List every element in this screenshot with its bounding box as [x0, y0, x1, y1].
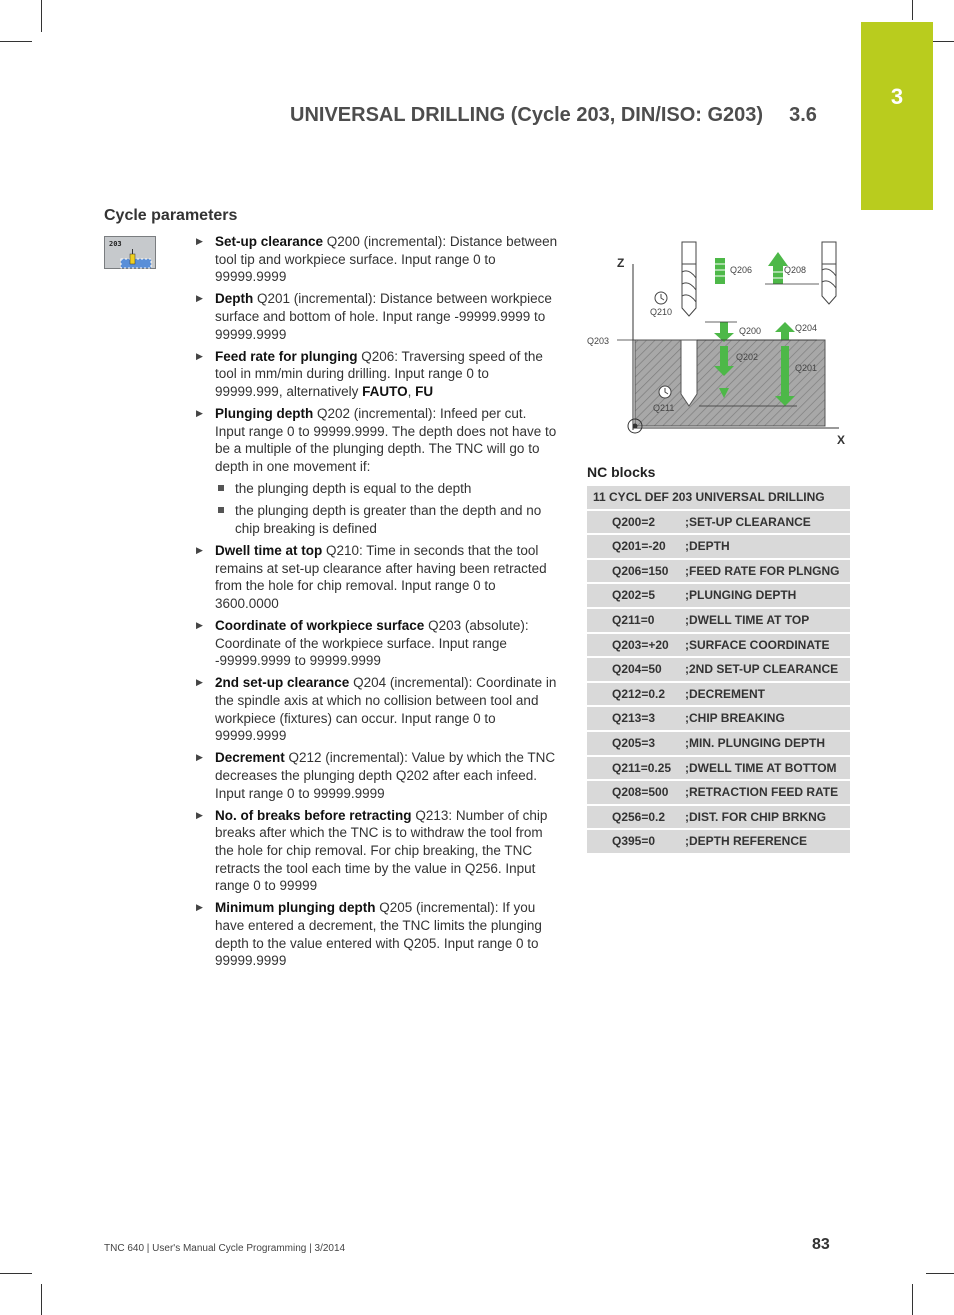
- drill-hole: [681, 340, 697, 406]
- param-description: Q205 (incremental): If you have entered a decrement, the TNC limits the plunging depth to the value entered with Q205. Input range 0 to 99999.9999: [215, 900, 542, 969]
- param-min-plunging-depth: [194, 899, 559, 969]
- param-name: Feed rate for plunging: [215, 348, 358, 364]
- condition-text: the plunging depth is equal to the depth: [235, 481, 472, 497]
- param-option-fauto: FAUTO: [362, 383, 408, 399]
- table-row: [587, 608, 850, 633]
- label-q206: Q206: [730, 265, 753, 275]
- nc-comment: ;MIN. PLUNGING DEPTH: [685, 731, 850, 756]
- param-name: Minimum plunging depth: [215, 900, 376, 916]
- param-description: Q200 (incremental): Distance between tool tip and workpiece surface. Input range 0 to 99999.9999: [215, 234, 558, 285]
- nc-parameter: Q203=+20: [587, 633, 685, 658]
- nc-parameter: Q211=0: [587, 608, 685, 633]
- param-surface-coordinate: [194, 617, 559, 670]
- setup-clearance-arrow: [714, 322, 734, 342]
- table-header-row: [587, 486, 850, 510]
- bullet-arrow-icon: ▶: [196, 236, 203, 246]
- bullet-arrow-icon: ▶: [196, 677, 203, 688]
- bullet-arrow-icon: ▶: [196, 350, 203, 361]
- bullet-arrow-icon: ▶: [196, 545, 203, 556]
- label-q200: Q200: [739, 326, 762, 336]
- bullet-arrow-icon: ▶: [196, 293, 203, 304]
- crop-mark: [912, 0, 913, 20]
- table-row: [587, 534, 850, 559]
- param-description: Q210: Time in seconds that the tool remains at set-up clearance after having been retracted from the hole for chip removal. Input range 0 to 3600.0000: [215, 543, 547, 611]
- nc-comment: ;RETRACTION FEED RATE: [685, 780, 850, 805]
- nc-parameter: Q204=50: [587, 657, 685, 682]
- nc-parameter: Q201=-20: [587, 534, 685, 559]
- nc-parameter: Q211=0.25: [587, 756, 685, 781]
- nc-comment: ;SURFACE COORDINATE: [685, 633, 850, 658]
- label-q204: Q204: [795, 323, 818, 333]
- page-number: 83: [812, 1236, 830, 1253]
- header-section-number: 3.6: [789, 104, 817, 126]
- nc-parameter: Q256=0.2: [587, 805, 685, 830]
- param-description: Q206: Traversing speed of the tool in mm/min during drilling. Input range 0 to 99999.999, alternatively: [215, 348, 543, 399]
- param-dwell-time-top: [194, 542, 559, 612]
- param-option-fu: FU: [415, 383, 434, 399]
- chapter-number: 3: [890, 84, 904, 109]
- table-row: [587, 829, 850, 854]
- header-title: UNIVERSAL DRILLING (Cycle 203, DIN/ISO: G203): [290, 104, 764, 126]
- table-row: [587, 780, 850, 805]
- param-decrement: [194, 749, 559, 802]
- nc-parameter: Q206=150: [587, 559, 685, 584]
- table-row: [587, 682, 850, 707]
- nc-comment: ;PLUNGING DEPTH: [685, 583, 850, 608]
- table-row: [587, 706, 850, 731]
- param-name: Dwell time at top: [215, 543, 323, 559]
- 2nd-clearance-arrow: [775, 322, 795, 340]
- table-row: [587, 583, 850, 608]
- crop-mark: [41, 1284, 42, 1315]
- nc-comment: ;SET-UP CLEARANCE: [685, 510, 850, 535]
- table-row: [587, 657, 850, 682]
- axis-z-label: Z: [617, 256, 625, 270]
- nc-parameter: Q202=5: [587, 583, 685, 608]
- crop-mark: [912, 1284, 913, 1315]
- plunging-condition: [194, 480, 559, 498]
- nc-blocks-table: [587, 486, 850, 855]
- nc-comment: ;DIST. FOR CHIP BRKNG: [685, 805, 850, 830]
- nc-parameter: Q213=3: [587, 706, 685, 731]
- bullet-arrow-icon: ▶: [196, 809, 203, 820]
- cycle-softkey-icon: [104, 236, 156, 269]
- label-q211: Q211: [653, 403, 675, 413]
- crop-mark: [926, 1273, 954, 1274]
- drill-tool-left: [682, 242, 696, 316]
- table-row: [587, 510, 850, 535]
- table-row: [587, 805, 850, 830]
- nc-comment: ;DWELL TIME AT TOP: [685, 608, 850, 633]
- param-breaks-before-retracting: [194, 807, 559, 895]
- param-name: Coordinate of workpiece surface: [215, 618, 425, 634]
- param-name: Set-up clearance: [215, 234, 324, 249]
- table-row: [587, 559, 850, 584]
- cycle-icon-label: 203: [109, 240, 122, 248]
- nc-comment: ;DEPTH: [685, 534, 850, 559]
- bullet-arrow-icon: ▶: [196, 752, 203, 763]
- param-description: Q203 (absolute): Coordinate of the workpiece surface. Input range -99999.9999 to 99999.9999: [215, 618, 529, 669]
- crop-mark: [0, 41, 32, 42]
- param-depth: [194, 290, 559, 343]
- crop-mark: [41, 0, 42, 32]
- table-row: [587, 756, 850, 781]
- nc-parameter: Q208=500: [587, 780, 685, 805]
- axis-x-label: X: [837, 433, 846, 447]
- label-q201: Q201: [795, 363, 818, 373]
- nc-cycle-def: 11 CYCL DEF 203 UNIVERSAL DRILLING: [587, 486, 850, 510]
- param-name: No. of breaks before retracting: [215, 807, 412, 823]
- param-2nd-setup-clearance: [194, 674, 559, 744]
- param-setup-clearance: [194, 233, 559, 286]
- label-q210: Q210: [650, 307, 673, 317]
- nc-comment: ;DECREMENT: [685, 682, 850, 707]
- feed-rate-bar: [715, 258, 725, 284]
- bullet-square-icon: [218, 485, 224, 491]
- param-plunging-depth: [194, 405, 559, 475]
- nc-comment: ;DEPTH REFERENCE: [685, 829, 850, 854]
- nc-comment: ;FEED RATE FOR PLNGNG: [685, 559, 850, 584]
- param-name: Plunging depth: [215, 406, 314, 422]
- plunging-condition: [194, 502, 559, 537]
- table-row: [587, 633, 850, 658]
- label-q208: Q208: [784, 265, 807, 275]
- nc-parameter: Q200=2: [587, 510, 685, 535]
- param-separator: ,: [407, 383, 416, 399]
- nc-parameter: Q395=0: [587, 829, 685, 854]
- param-description: Q213: Number of chip breaks after which the TNC is to withdraw the tool from the hole for chip removal. For chip breaking, the TNC retracts the tool each time by the value in Q256. Input range 0 to 99999: [215, 807, 548, 894]
- drill-symbol-icon: [105, 237, 157, 270]
- param-name: Depth: [215, 291, 254, 307]
- bullet-arrow-icon: ▶: [196, 408, 203, 419]
- param-description: Q202 (incremental): Infeed per cut. Input range 0 to 99999.9999. The depth does not have to be a multiple of the plunging depth. The TNC will go to depth in one movement if:: [215, 406, 557, 474]
- nc-comment: ;CHIP BREAKING: [685, 706, 850, 731]
- param-description: Q204 (incremental): Coordinate in the spindle axis at which no collision between tool and workpiece (fixtures) can occur. Input range 0 to 99999.9999: [215, 675, 557, 744]
- parameter-list: [194, 233, 559, 974]
- bullet-square-icon: [218, 507, 224, 513]
- label-q203: Q203: [587, 336, 610, 346]
- origin-dot: [633, 424, 638, 429]
- param-description: Q212 (incremental): Value by which the TNC decreases the plunging depth Q202 after each infeed. Input range 0 to 99999.9999: [215, 750, 556, 801]
- nc-blocks-title: NC blocks: [587, 464, 656, 480]
- table-row: [587, 731, 850, 756]
- nc-comment: ;2ND SET-UP CLEARANCE: [685, 657, 850, 682]
- page-header: [290, 104, 817, 127]
- nc-comment: ;DWELL TIME AT BOTTOM: [685, 756, 850, 781]
- bullet-arrow-icon: ▶: [196, 902, 203, 913]
- cycle-diagram: [587, 238, 850, 450]
- section-title: Cycle parameters: [104, 207, 238, 224]
- param-name: 2nd set-up clearance: [215, 675, 350, 691]
- param-description: Q201 (incremental): Distance between workpiece surface and bottom of hole. Input range -99999.9999 to 99999.9999: [215, 291, 552, 342]
- drill-tool-right: [822, 242, 836, 304]
- crop-mark: [0, 1273, 32, 1274]
- workpiece: [635, 340, 825, 426]
- param-feed-rate-plunging: [194, 348, 559, 401]
- param-name: Decrement: [215, 750, 285, 766]
- label-q202: Q202: [736, 352, 759, 362]
- condition-text: the plunging depth is greater than the depth and no chip breaking is defined: [235, 503, 542, 536]
- footer-text: TNC 640 | User's Manual Cycle Programming | 3/2014: [104, 1243, 346, 1254]
- bullet-arrow-icon: ▶: [196, 620, 203, 631]
- chapter-tab: [861, 22, 933, 210]
- nc-parameter: Q212=0.2: [587, 682, 685, 707]
- nc-parameter: Q205=3: [587, 731, 685, 756]
